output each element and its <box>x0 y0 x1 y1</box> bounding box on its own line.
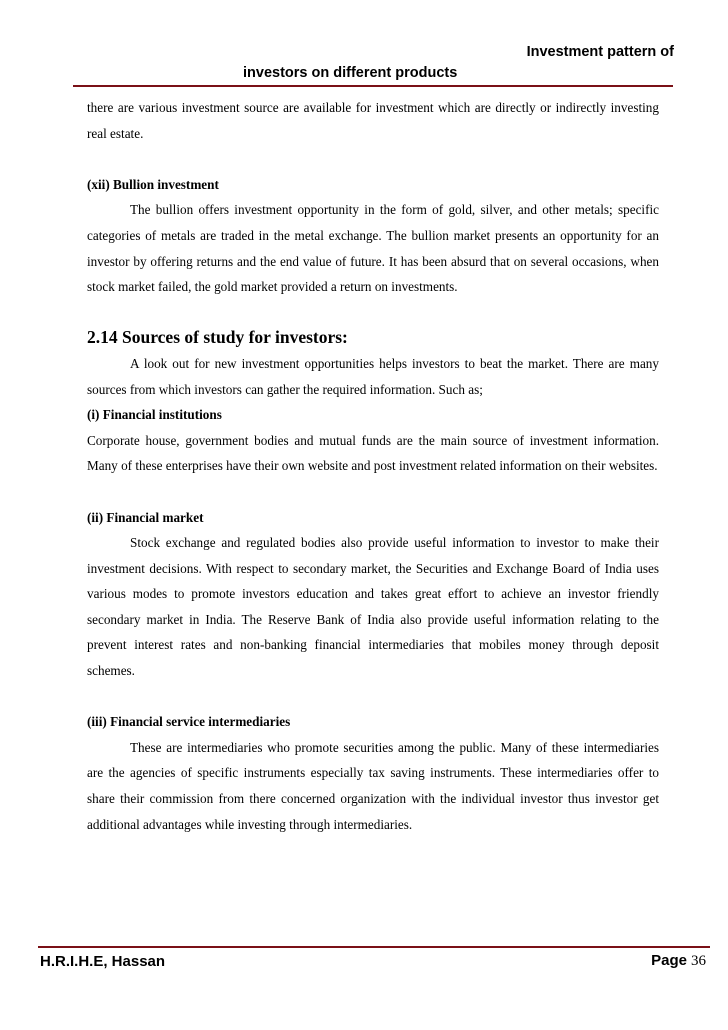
section-title: 2.14 Sources of study for investors: <box>87 327 348 348</box>
financial-service-intermediaries-paragraph: These are intermediaries who promote securities among the public. Many of these intermediaries are the agencies of specific instruments especially tax saving instruments. These intermediaries offer to share their commission from there concerned organization with the individual investor thus investor get additional advantages while investing through intermediaries. <box>87 739 659 832</box>
spacer <box>87 684 659 710</box>
footer-divider <box>38 946 710 948</box>
page-number-block <box>651 952 706 970</box>
header-title-line2: investors on different products <box>243 65 458 81</box>
financial-institutions-paragraph: Corporate house, government bodies and mutual funds are the main source of investment information. Many of these enterprises have their own website and post investment related information on their websites. <box>87 432 659 474</box>
financial-service-intermediaries-heading: (iii) Financial service intermediaries <box>87 714 291 730</box>
header-title-line1: Investment pattern of <box>526 44 674 60</box>
page-body <box>87 95 659 837</box>
bullion-paragraph: The bullion offers investment opportunity in the form of gold, silver, and other metals; specific categories of metals are traded in the metal exchange. The bullion market presents an opportunity for an investor by offering returns and the end value of future. It has been absurd that on several occasions, when stock market failed, the gold market provided a return on investments. <box>87 202 659 295</box>
page-label: Page <box>651 952 687 969</box>
bullion-heading: (xii) Bullion investment <box>87 176 219 192</box>
financial-market-heading: (ii) Financial market <box>87 509 204 525</box>
spacer <box>87 479 659 505</box>
spacer <box>87 146 659 172</box>
spacer <box>87 300 659 326</box>
header-divider <box>73 85 673 87</box>
financial-institutions-heading: (i) Financial institutions <box>87 407 222 423</box>
footer-institution: H.R.I.H.E, Hassan <box>40 953 166 970</box>
intro-paragraph: there are various investment source are available for investment which are directly or indirectly investing real estate. <box>87 100 659 141</box>
financial-market-paragraph: Stock exchange and regulated bodies also provide useful information to investor to make their investment decisions. With respect to secondary market, the Securities and Exchange Board of India uses various modes to promote investors education and takes great effort to achieve an investor friendly secondary market in India. The Reserve Bank of India also provide useful information relating to the prevent interest rates and non-banking financial intermediaries that mobiles money through deposit schemes. <box>87 535 659 679</box>
page-number: 36 <box>691 953 706 969</box>
section-intro-paragraph: A look out for new investment opportunities helps investors to beat the market. There are many sources from which investors can gather the required information. Such as; <box>87 355 659 397</box>
